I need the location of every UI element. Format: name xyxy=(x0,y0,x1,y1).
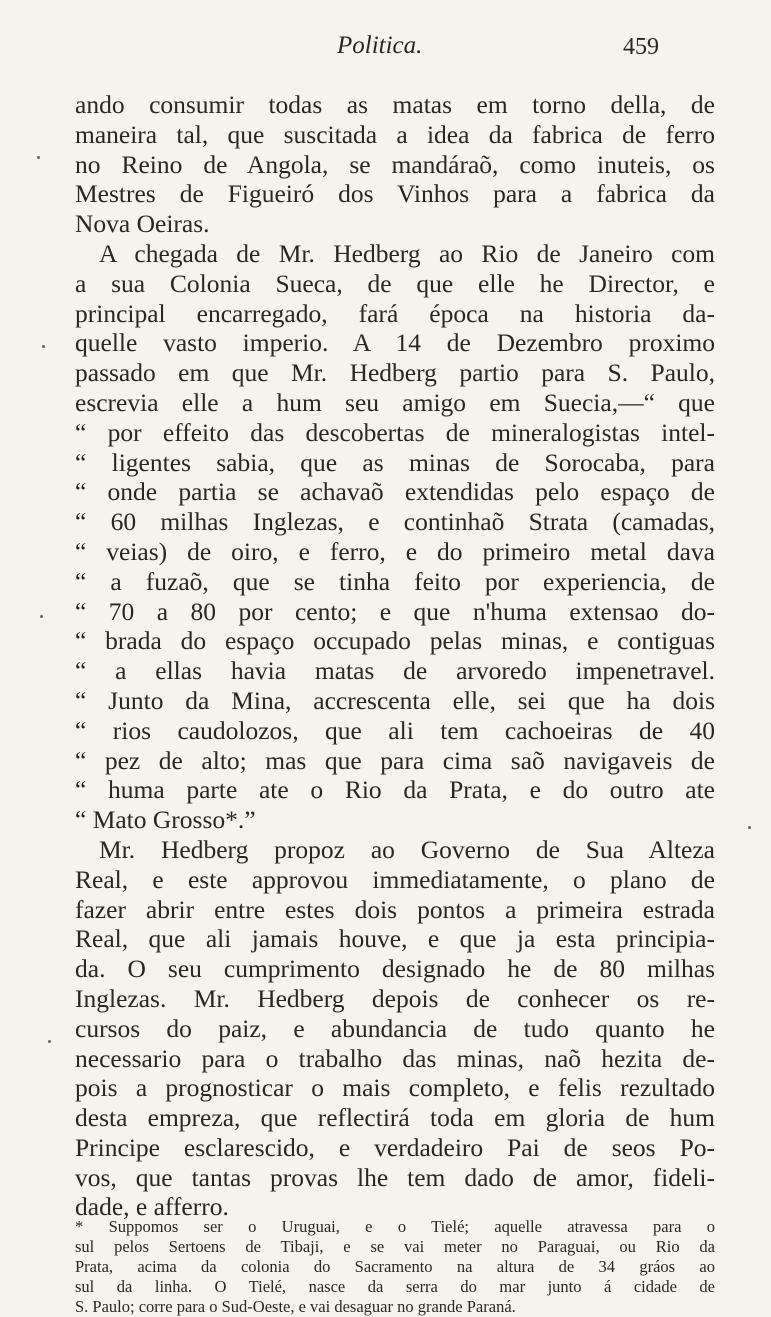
text-line: a sua Colonia Sueca, de que elle he Director, e xyxy=(75,268,715,298)
quote-line: “ por effeito das descobertas de mineralogistas intel- xyxy=(75,417,715,447)
text-line: desta empreza, que reflectirá toda em gloria de hum xyxy=(75,1103,715,1133)
quote-line: “ brada do espaço occupado pelas minas, e contiguas xyxy=(75,626,715,656)
text-line: Inglezas. Mr. Hedberg depois de conhecer os re- xyxy=(75,983,715,1013)
page-header xyxy=(0,30,771,70)
quote-line: “ 70 a 80 por cento; e que n'huma extensao do- xyxy=(75,596,715,626)
quote-line: “ huma parte ate o Rio da Prata, e do outro ate xyxy=(75,775,715,805)
footnote-line: * Suppomos ser o Uruguai, e o Tielé; aquelle atravessa para o xyxy=(75,1217,715,1236)
paper-speck xyxy=(42,345,45,348)
text-line: Real, que ali jamais houve, e que ja esta principia- xyxy=(75,924,715,954)
paper-speck xyxy=(40,615,43,618)
text-line: principal encarregado, fará época na historia da- xyxy=(75,298,715,328)
paper-speck xyxy=(48,1040,51,1043)
quote-line: “ rios caudolozos, que ali tem cachoeiras de 40 xyxy=(75,715,715,745)
page-number: 459 xyxy=(623,34,659,60)
text-line: Nova Oeiras. xyxy=(75,209,210,239)
text-line: fazer abrir entre estes dois pontos a primeira estrada xyxy=(75,894,715,924)
quote-line: “ ligentes sabia, que as minas de Sorocaba, para xyxy=(75,447,715,477)
quote-line: “ onde partia se achavaõ extendidas pelo espaço de xyxy=(75,477,715,507)
text-line: no Reino de Angola, se mandáraõ, como inuteis, os xyxy=(75,149,715,179)
text-line: quelle vasto imperio. A 14 de Dezembro proximo xyxy=(75,328,715,358)
text-line: cursos do paiz, e abundancia de tudo quanto he xyxy=(75,1013,715,1043)
text-line: escrevia elle a hum seu amigo em Suecia,—“ que xyxy=(75,387,715,417)
quote-line: “ Mato Grosso*.” xyxy=(75,805,256,835)
text-line: vos, que tantas provas lhe tem dado de amor, fideli- xyxy=(75,1162,715,1192)
text-line: Mestres de Figueiró dos Vinhos para a fabrica da xyxy=(75,179,715,209)
paragraph-start-line: A chegada de Mr. Hedberg ao Rio de Janeiro com xyxy=(99,238,715,268)
text-line: da. O seu cumprimento designado he de 80 milhas xyxy=(75,954,715,984)
running-title: Politica. xyxy=(337,32,423,59)
paper-speck xyxy=(748,826,751,829)
text-line: passado em que Mr. Hedberg partio para S. Paulo, xyxy=(75,358,715,388)
quote-line: “ Junto da Mina, accrescenta elle, sei que ha dois xyxy=(75,685,715,715)
text-line: necessario para o trabalho das minas, naõ hezita de- xyxy=(75,1043,715,1073)
footnote-line: sul da linha. O Tielé, nasce da serra do mar junto á cidade de xyxy=(75,1277,715,1296)
footnote-line: Prata, acima da colonia do Sacramento na altura de 34 gráos ao xyxy=(75,1257,715,1276)
footnote-line: sul pelos Sertoens de Tibaji, e se vai meter no Paraguai, ou Rio da xyxy=(75,1237,715,1256)
text-line: Real, e este approvou immediatamente, o plano de xyxy=(75,864,715,894)
quote-line: “ a fuzaõ, que se tinha feito por experiencia, de xyxy=(75,566,715,596)
text-line: Principe esclarescido, e verdadeiro Pai de seos Po- xyxy=(75,1132,715,1162)
text-line: ando consumir todas as matas em torno della, de xyxy=(75,90,715,119)
footnote-line: S. Paulo; corre para o Sud-Oeste, e vai desaguar no grande Paraná. xyxy=(75,1297,516,1316)
text-line: dade, e afferro. xyxy=(75,1192,229,1222)
quote-line: “ veias) de oiro, e ferro, e do primeiro metal dava xyxy=(75,536,715,566)
paper-speck xyxy=(37,156,40,159)
paragraph-start-line: Mr. Hedberg propoz ao Governo de Sua Alteza xyxy=(99,834,715,864)
quote-line: “ a ellas havia matas de arvoredo impenetravel. xyxy=(75,656,715,686)
body-text xyxy=(75,90,715,1222)
quote-line: “ 60 milhas Inglezas, e continhaõ Strata (camadas, xyxy=(75,507,715,537)
text-line: maneira tal, que suscitada a idea da fabrica de ferro xyxy=(75,119,715,149)
quote-line: “ pez de alto; mas que para cima saõ navigaveis de xyxy=(75,745,715,775)
text-line: pois a prognosticar o mais completo, e felis rezultado xyxy=(75,1073,715,1103)
footnote xyxy=(75,1217,715,1317)
